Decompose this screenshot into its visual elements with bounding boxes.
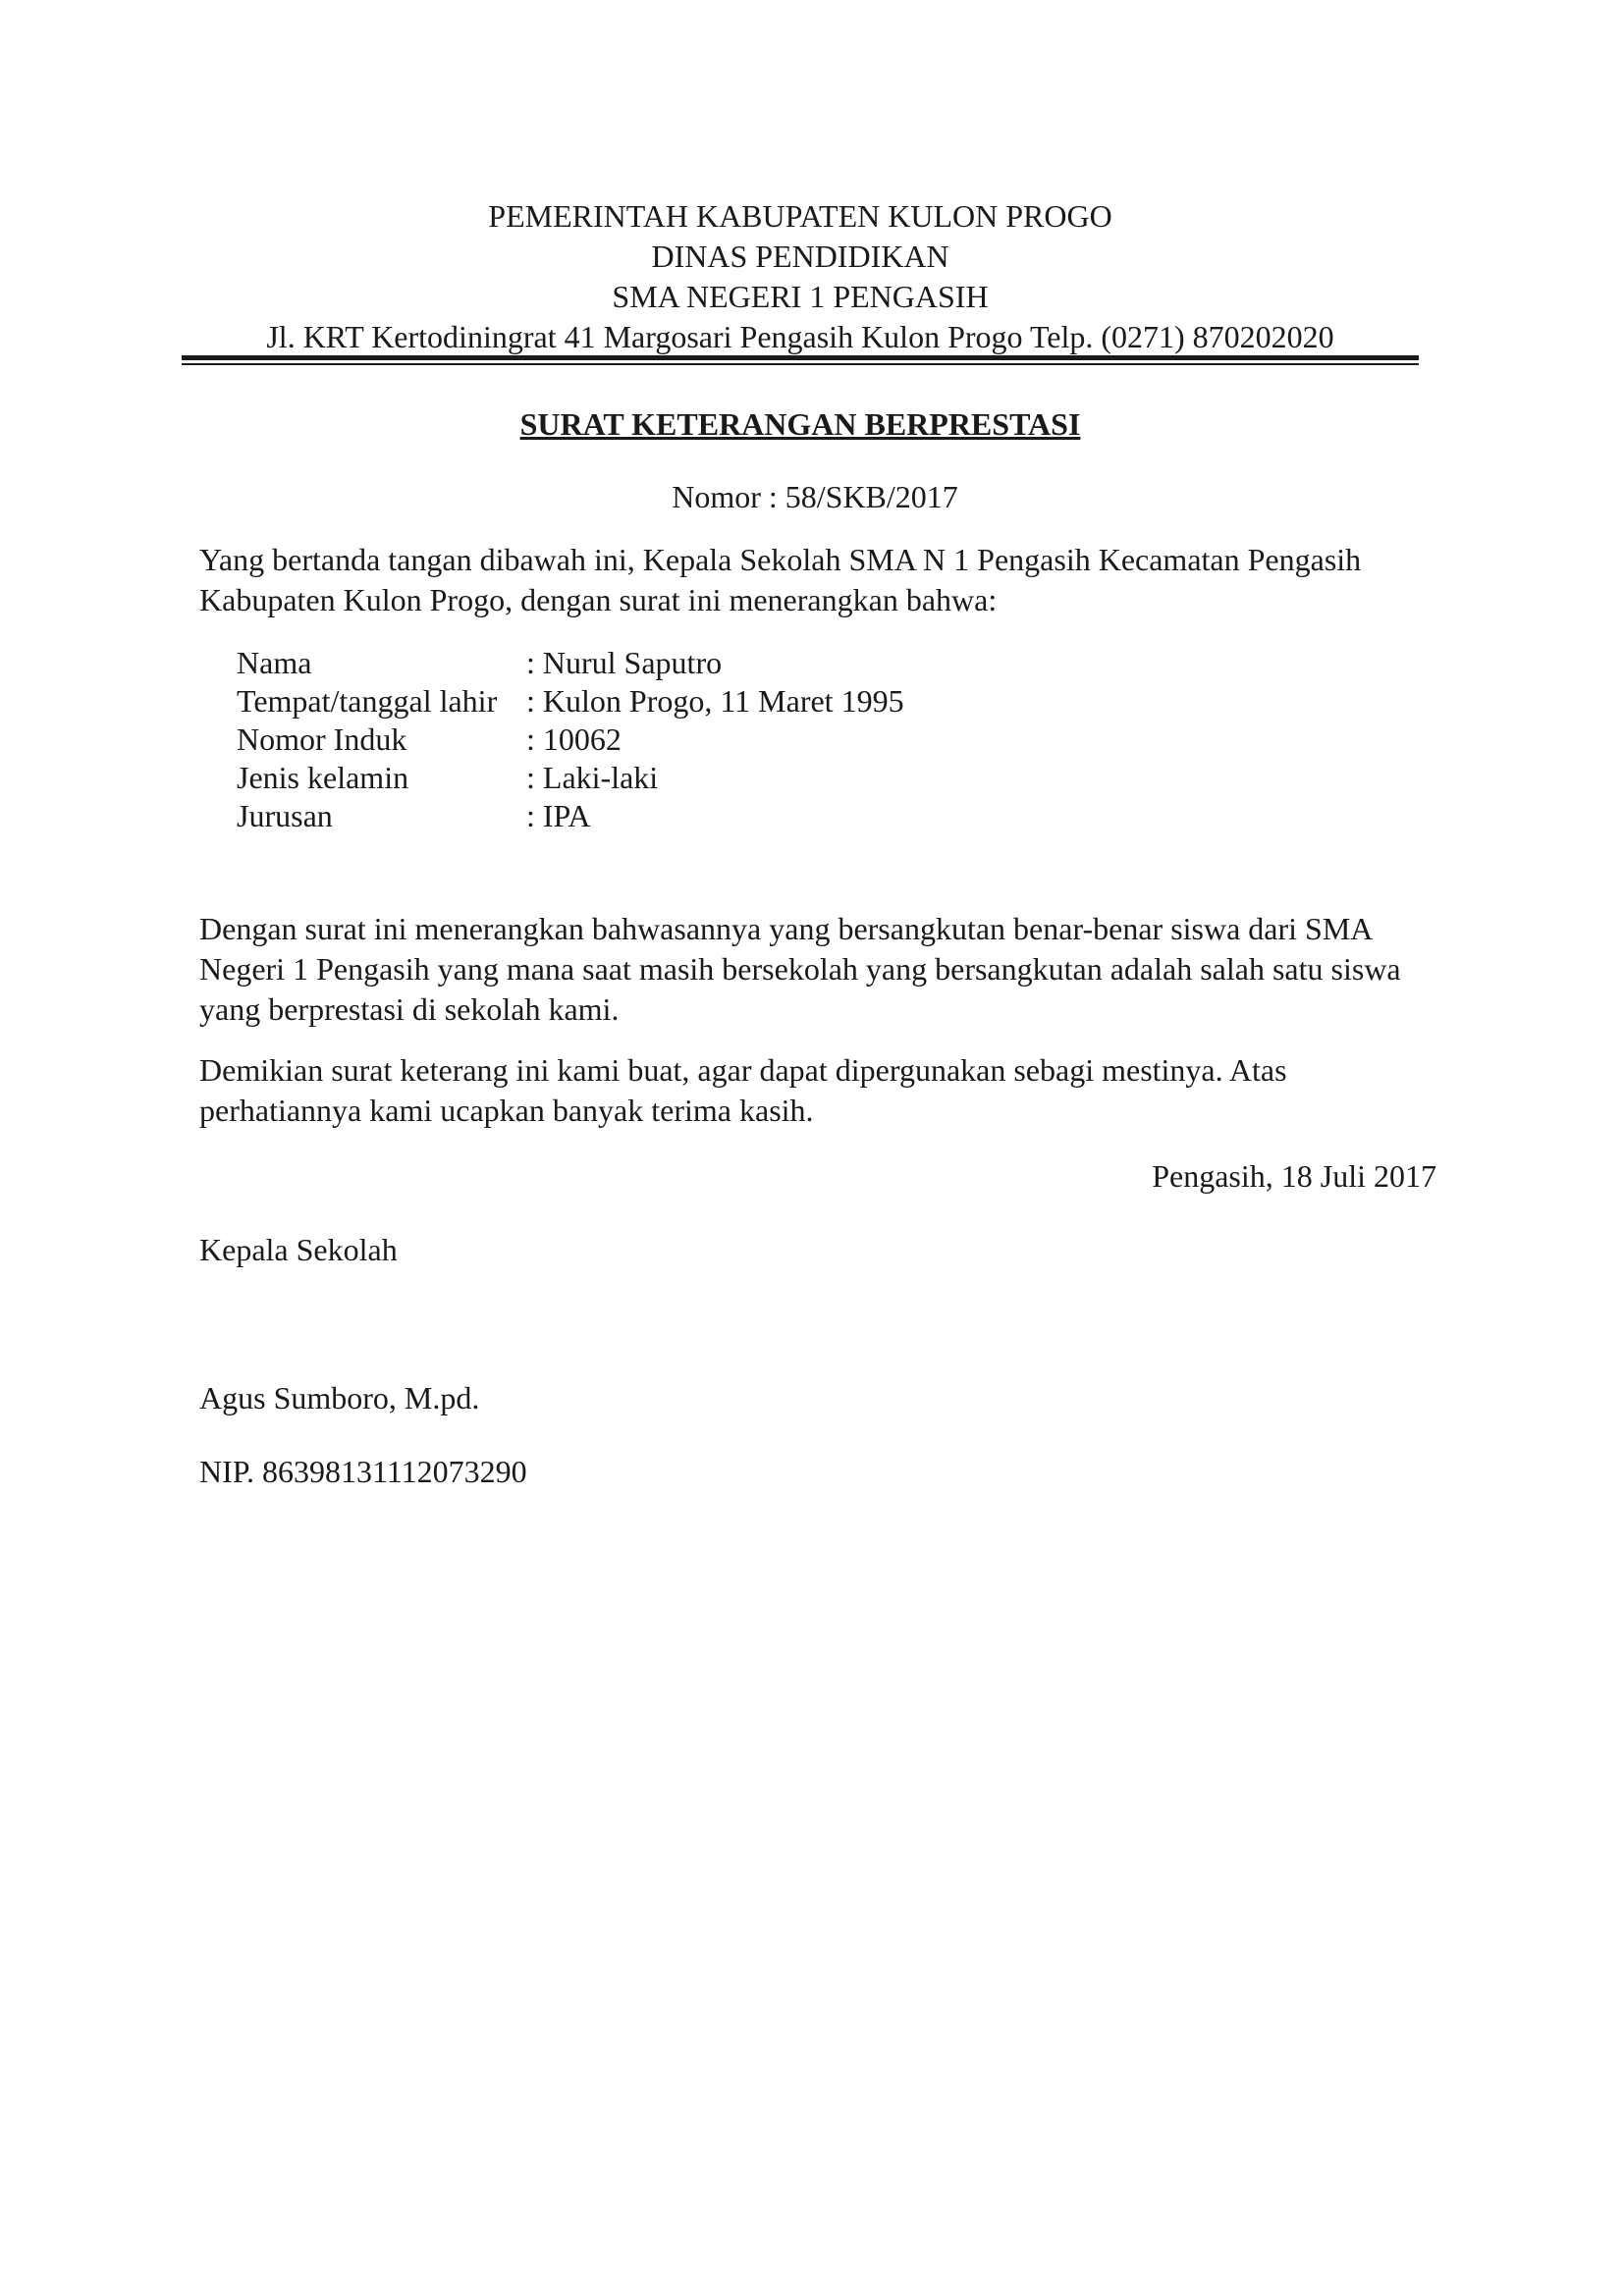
letterhead-school: SMA NEGERI 1 PENGASIH: [612, 279, 989, 314]
detail-value: : IPA: [526, 798, 591, 833]
body-paragraph: Dengan surat ini menerangkan bahwasannya yang bersangkutan benar-benar siswa dari SMA Negeri 1 Pengasih yang mana saat masih bersekolah yang bersangkutan adalah salah satu siswa yang berprestasi di sekolah kami.: [199, 911, 1401, 1027]
letter-title-text: SURAT KETERANGAN BERPRESTASI: [519, 406, 1081, 442]
detail-value: : 10062: [526, 721, 622, 757]
detail-row: [237, 644, 904, 682]
letterhead-department: DINAS PENDIDIKAN: [651, 239, 949, 274]
letterhead-government: PEMERINTAH KABUPATEN KULON PROGO: [488, 198, 1112, 234]
letterhead-divider-thin: [182, 363, 1419, 365]
detail-value: : Laki-laki: [526, 760, 659, 795]
detail-value: : Kulon Progo, 11 Maret 1995: [526, 683, 904, 719]
signatory-name: Agus Sumboro, M.pd.: [199, 1380, 480, 1415]
letterhead: [182, 196, 1419, 357]
detail-row: [237, 759, 904, 797]
letterhead-address: Jl. KRT Kertodiningrat 41 Margosari Pengasih Kulon Progo Telp. (0271) 870202020: [266, 319, 1334, 354]
closing-paragraph: Demikian surat keterang ini kami buat, agar dapat dipergunakan sebagi mestinya. Atas perhatiannya kami ucapkan banyak terima kasih.: [199, 1052, 1287, 1128]
detail-label: Tempat/tanggal lahir: [237, 683, 498, 719]
signatory-nip: NIP. 86398131112073290: [199, 1454, 527, 1489]
detail-label: Nomor Induk: [237, 721, 407, 757]
letter-number: Nomor : 58/SKB/2017: [672, 479, 958, 514]
detail-label: Jenis kelamin: [237, 760, 409, 795]
letterhead-divider-thick: [182, 355, 1419, 360]
place-date: Pengasih, 18 Juli 2017: [1152, 1158, 1436, 1194]
detail-value: : Nurul Saputro: [526, 645, 723, 680]
detail-label: Nama: [237, 645, 312, 680]
student-details: [237, 644, 904, 835]
detail-row: [237, 797, 904, 835]
letter-title: [182, 404, 1419, 444]
signatory-position: Kepala Sekolah: [199, 1232, 398, 1267]
detail-row: [237, 721, 904, 759]
detail-label: Jurusan: [237, 798, 333, 833]
detail-row: [237, 682, 904, 721]
intro-paragraph: Yang bertanda tangan dibawah ini, Kepala Sekolah SMA N 1 Pengasih Kecamatan Pengasih Kabupaten Kulon Progo, dengan surat ini menerangkan bahwa:: [199, 542, 1362, 617]
